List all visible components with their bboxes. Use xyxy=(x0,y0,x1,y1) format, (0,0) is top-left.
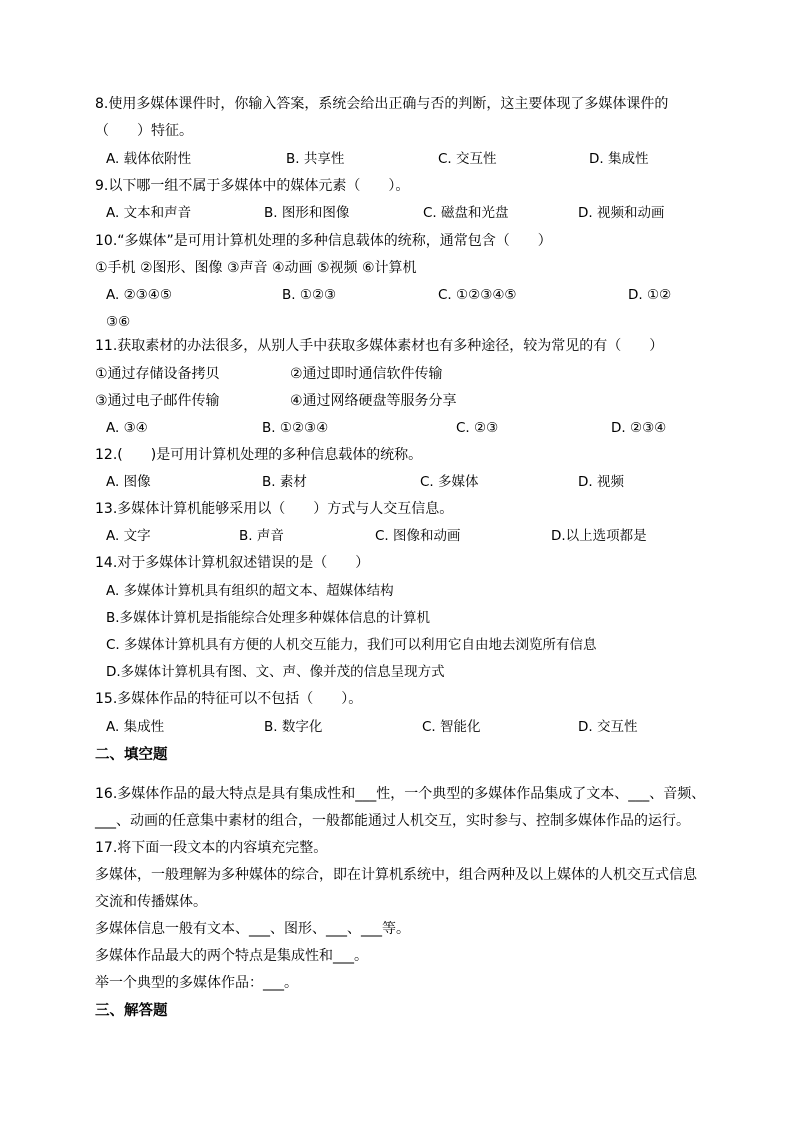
q12-option-d[interactable]: D. 视频 xyxy=(578,474,624,490)
q10-option-d[interactable]: D. ①② xyxy=(628,287,672,303)
q11-item-1: ①通过存储设备拷贝 xyxy=(95,366,220,382)
q16-line1: 16.多媒体作品的最大特点是具有集成性和___性，一个典型的多媒体作品集成了文本、___、音频、 xyxy=(95,786,706,802)
q17-paragraph1-line1: 多媒体，一般理解为多种媒体的综合，即在计算机系统中，组合两种及以上媒体的人机交互式信息 xyxy=(95,867,697,883)
q10-option-c[interactable]: C. ①②③④⑤ xyxy=(438,287,517,303)
section-heading-answer: 三、解答题 xyxy=(95,1003,168,1019)
q8-stem-line2: （ ）特征。 xyxy=(95,123,193,139)
q17-paragraph2: 多媒体信息一般有文本、___、图形、___、___等。 xyxy=(95,921,410,937)
q9-option-a[interactable]: A. 文本和声音 xyxy=(106,205,192,221)
q14-option-b[interactable]: B.多媒体计算机是指能综合处理多种媒体信息的计算机 xyxy=(106,610,431,626)
q10-option-b[interactable]: B. ①②③ xyxy=(282,287,337,303)
q11-option-d[interactable]: D. ②③④ xyxy=(611,420,667,436)
q16-line2: ___、动画的任意集中素材的组合，一般都能通过人机交互，实时参与、控制多媒体作品的运行。 xyxy=(95,813,690,829)
q11-item-3: ③通过电子邮件传输 xyxy=(95,393,220,409)
q17-paragraph1-line2: 交流和传播媒体。 xyxy=(95,894,207,910)
q8-option-d[interactable]: D. 集成性 xyxy=(589,151,649,167)
q14-option-d[interactable]: D.多媒体计算机具有图、文、声、像并茂的信息呈现方式 xyxy=(106,664,445,680)
q13-option-d[interactable]: D.以上选项都是 xyxy=(551,528,647,544)
q8-stem-line1: 8.使用多媒体课件时，你输入答案，系统会给出正确与否的判断，这主要体现了多媒体课件的 xyxy=(95,96,669,112)
q15-option-d[interactable]: D. 交互性 xyxy=(578,719,638,735)
q12-stem: 12.( )是可用计算机处理的多种信息载体的统称。 xyxy=(95,447,423,463)
q12-option-c[interactable]: C. 多媒体 xyxy=(420,474,479,490)
q11-option-c[interactable]: C. ②③ xyxy=(456,420,499,436)
q11-option-a[interactable]: A. ③④ xyxy=(106,420,148,436)
q8-option-a[interactable]: A. 载体依附性 xyxy=(106,151,192,167)
q9-option-d[interactable]: D. 视频和动画 xyxy=(578,205,665,221)
q14-option-a[interactable]: A. 多媒体计算机具有组织的超文本、超媒体结构 xyxy=(106,583,394,599)
q15-option-a[interactable]: A. 集成性 xyxy=(106,719,165,735)
section-heading-fill-in: 二、填空题 xyxy=(95,747,168,763)
q14-stem: 14.对于多媒体计算机叙述错误的是（ ） xyxy=(95,555,370,571)
q10-items: ①手机 ②图形、图像 ③声音 ④动画 ⑤视频 ⑥计算机 xyxy=(95,260,417,276)
q11-option-b[interactable]: B. ①②③④ xyxy=(262,420,329,436)
q8-option-b[interactable]: B. 共享性 xyxy=(286,151,345,167)
q10-stem: 10.“多媒体”是可用计算机处理的多种信息载体的统称，通常包含（ ） xyxy=(95,233,552,249)
q14-option-c[interactable]: C. 多媒体计算机具有方便的人机交互能力，我们可以利用它自由地去浏览所有信息 xyxy=(106,637,597,653)
q15-option-b[interactable]: B. 数字化 xyxy=(264,719,323,735)
q11-item-2: ②通过即时通信软件传输 xyxy=(290,366,443,382)
q13-option-c[interactable]: C. 图像和动画 xyxy=(375,528,461,544)
q10-option-d-continued: ③⑥ xyxy=(106,314,131,330)
q17-paragraph3: 多媒体作品最大的两个特点是集成性和___。 xyxy=(95,948,368,964)
q10-option-a[interactable]: A. ②③④⑤ xyxy=(106,287,172,303)
q15-option-c[interactable]: C. 智能化 xyxy=(422,719,481,735)
q11-stem: 11.获取素材的办法很多，从别人手中获取多媒体素材也有多种途径，较为常见的有（ ） xyxy=(95,338,664,354)
q15-stem: 15.多媒体作品的特征可以不包括（ ）。 xyxy=(95,691,363,707)
q17-paragraph4: 举一个典型的多媒体作品：___。 xyxy=(95,975,298,991)
q8-option-c[interactable]: C. 交互性 xyxy=(438,151,497,167)
q11-item-4: ④通过网络硬盘等服务分享 xyxy=(290,393,457,409)
q17-stem: 17.将下面一段文本的内容填充完整。 xyxy=(95,840,328,856)
q13-option-b[interactable]: B. 声音 xyxy=(239,528,284,544)
q9-option-b[interactable]: B. 图形和图像 xyxy=(264,205,350,221)
q13-stem: 13.多媒体计算机能够采用以（ ）方式与人交互信息。 xyxy=(95,501,454,517)
q13-option-a[interactable]: A. 文字 xyxy=(106,528,151,544)
q12-option-b[interactable]: B. 素材 xyxy=(262,474,307,490)
q9-option-c[interactable]: C. 磁盘和光盘 xyxy=(423,205,509,221)
q12-option-a[interactable]: A. 图像 xyxy=(106,474,151,490)
q9-stem: 9.以下哪一组不属于多媒体中的媒体元素（ ）。 xyxy=(95,178,410,194)
